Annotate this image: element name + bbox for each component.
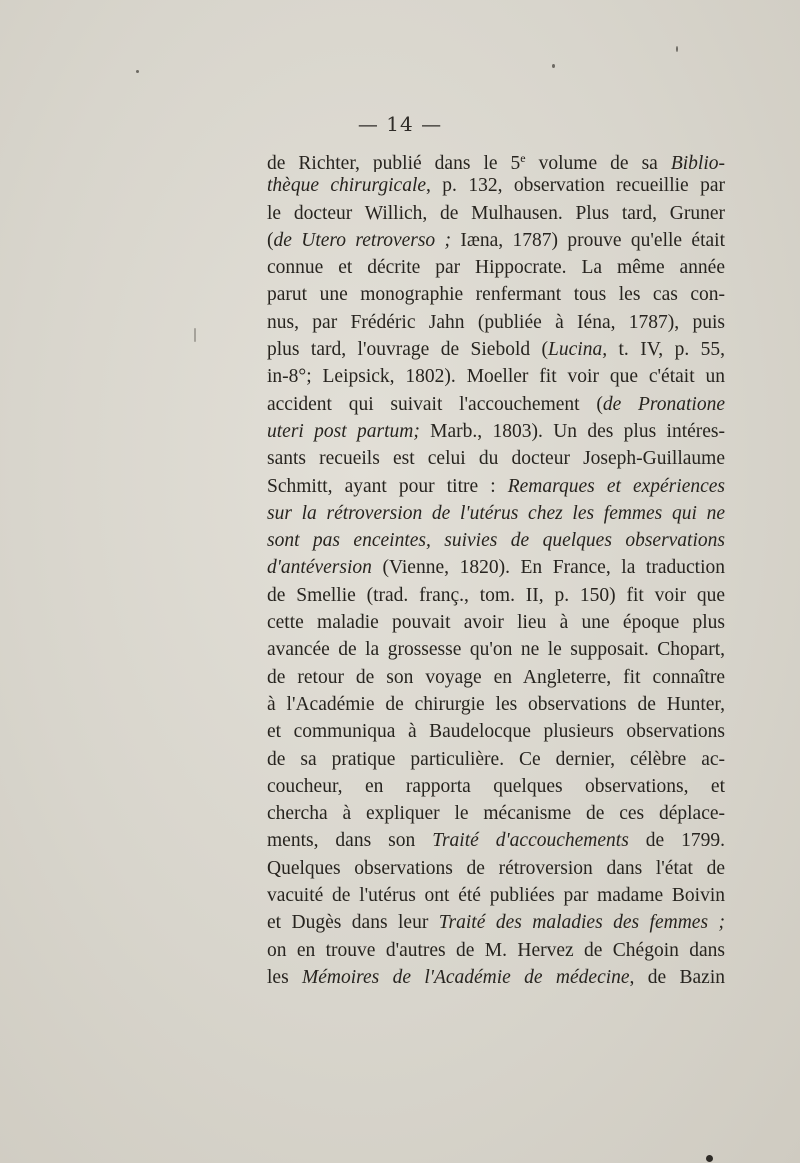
- text-line: [267, 145, 725, 172]
- text-line: [267, 773, 725, 800]
- italic-text: de Pronatione: [602, 393, 725, 415]
- text-line: [267, 937, 725, 964]
- body-text: [267, 145, 725, 991]
- text-line: [267, 281, 725, 308]
- paper-speck: [676, 46, 678, 52]
- text-line: [267, 254, 725, 281]
- text-line: [267, 391, 725, 418]
- text-segment: nus, par Frédéric Jahn (publiée à Iéna, 1787), puis: [267, 311, 725, 333]
- text-segment: Iæna, 1787) prouve qu'elle était: [451, 229, 725, 251]
- text-line: [267, 800, 725, 827]
- italic-text: Lucina,: [548, 339, 608, 361]
- text-line: [267, 691, 725, 718]
- text-segment: in-8°; Leipsick, 1802). Moeller fit voir que c'était un: [267, 366, 725, 388]
- text-line: [267, 500, 725, 527]
- text-segment: Schmitt, ayant pour titre :: [267, 475, 508, 497]
- paper-speck: [194, 328, 196, 342]
- italic-text: d'antéversion: [267, 557, 372, 579]
- text-segment: avancée de la grossesse qu'on ne le supposait. Chopart,: [267, 639, 725, 661]
- text-line: [267, 964, 725, 991]
- text-segment: Marb., 1803). Un des plus intéres-: [419, 420, 725, 442]
- text-segment: et communiqua à Baudelocque plusieurs observations: [267, 721, 725, 743]
- text-line: [267, 664, 725, 691]
- italic-text: Biblio-: [670, 153, 725, 173]
- text-line: [267, 445, 725, 472]
- text-segment: , p. 132, observation recueillie par: [426, 175, 725, 197]
- text-segment: (Vienne, 1820). En France, la traduction: [371, 557, 725, 579]
- italic-text: thèque chirurgicale: [267, 175, 427, 197]
- italic-text: sont pas enceintes, suivies de quelques observations: [267, 530, 725, 552]
- text-line: [267, 418, 725, 445]
- text-segment: de 1799.: [628, 830, 725, 852]
- text-segment: , de Bazin: [629, 966, 725, 988]
- paper-speck: [136, 70, 139, 73]
- text-line: [267, 746, 725, 773]
- paper-speck: [706, 1155, 713, 1162]
- page-number: — 14 —: [357, 112, 443, 136]
- text-segment: (: [267, 229, 274, 251]
- text-segment: Quelques observations de rétroversion dans l'état de: [267, 857, 725, 879]
- text-line: [267, 309, 725, 336]
- text-segment: volume de sa: [525, 153, 671, 173]
- text-segment: coucheur, en rapporta quelques observations, et: [267, 775, 725, 797]
- text-segment: vacuité de l'utérus ont été publiées par madame Boivin: [267, 885, 725, 907]
- text-line: [267, 336, 725, 363]
- text-line: [267, 200, 725, 227]
- italic-text: Traité des maladies des femmes ;: [438, 912, 725, 934]
- italic-text: Traité d'accouchements: [432, 830, 629, 852]
- text-line: [267, 363, 725, 390]
- text-segment: sants recueils est celui du docteur Joseph-Guillaume: [267, 448, 725, 470]
- text-segment: de sa pratique particulière. Ce dernier, célèbre ac-: [267, 748, 725, 770]
- text-segment: de Richter, publié dans le 5: [267, 153, 521, 173]
- text-segment: de retour de son voyage en Angleterre, fit connaître: [267, 666, 725, 688]
- text-line: [267, 473, 725, 500]
- text-segment: à l'Académie de chirurgie les observations de Hunter,: [267, 693, 725, 715]
- italic-text: de Utero retroverso ;: [273, 229, 452, 251]
- text-line: [267, 827, 725, 854]
- text-segment: plus tard, l'ouvrage de Siebold (: [267, 339, 549, 361]
- text-segment: les: [267, 966, 303, 988]
- text-segment: le docteur Willich, de Mulhausen. Plus tard, Gruner: [267, 202, 725, 224]
- text-segment: on en trouve d'autres de M. Hervez de Chégoin dans: [267, 939, 725, 961]
- text-segment: accident qui suivait l'accouchement (: [267, 393, 603, 415]
- text-line: [267, 855, 725, 882]
- text-segment: t. IV, p. 55,: [607, 339, 725, 361]
- text-line: [267, 172, 725, 199]
- italic-text: sur la rétroversion de l'utérus chez les femmes qui ne: [267, 502, 725, 524]
- text-segment: de Smellie (trad. franç., tom. II, p. 150) fit voir que: [267, 584, 725, 606]
- text-segment: chercha à expliquer le mécanisme de ces déplace-: [267, 803, 725, 825]
- text-segment: cette maladie pouvait avoir lieu à une époque plus: [267, 612, 725, 634]
- text-line: [267, 554, 725, 581]
- text-line: [267, 909, 725, 936]
- text-segment: ments, dans son: [267, 830, 433, 852]
- text-line: [267, 582, 725, 609]
- italic-text: uteri post partum;: [267, 420, 420, 442]
- superscript: e: [520, 151, 526, 165]
- paper-speck: [552, 64, 555, 68]
- text-line: [267, 609, 725, 636]
- text-line: [267, 882, 725, 909]
- text-segment: connue et décrite par Hippocrate. La même année: [267, 257, 725, 279]
- text-line: [267, 527, 725, 554]
- text-line: [267, 718, 725, 745]
- italic-text: Remarques et expériences: [507, 475, 725, 497]
- text-segment: et Dugès dans leur: [267, 912, 439, 934]
- text-segment: parut une monographie renfermant tous les cas con-: [267, 284, 725, 306]
- italic-text: Mémoires de l'Académie de médecine: [302, 966, 630, 988]
- text-line: [267, 636, 725, 663]
- text-line: [267, 227, 725, 254]
